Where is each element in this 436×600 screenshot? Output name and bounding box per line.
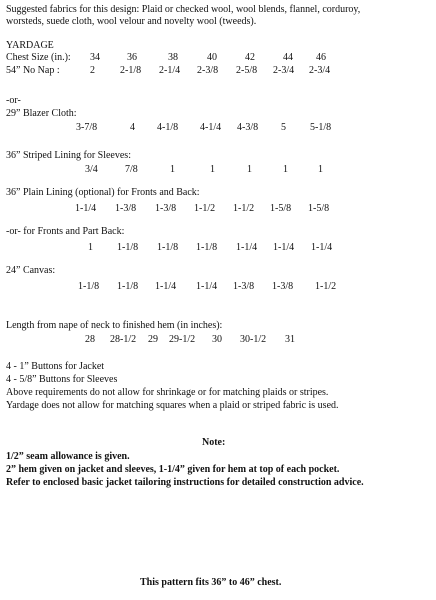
part-back-value: 1-1/8	[196, 242, 218, 253]
note-line: 2” hem given on jacket and sleeves, 1-1/4” given for hem at top of each pocket.	[6, 464, 340, 475]
canvas-value: 1-1/4	[196, 281, 218, 292]
intro-line-1: Suggested fabrics for this design: Plaid or checked wool, wool blends, flannel, corduroy,	[6, 4, 361, 15]
no-nap-row	[0, 65, 436, 77]
chest-size-34: 34	[90, 52, 100, 63]
or-label: -or-	[6, 95, 21, 106]
part-back-value: 1-1/8	[117, 242, 139, 253]
canvas-label: 24” Canvas:	[6, 265, 56, 276]
striped-lining-value: 1	[210, 164, 215, 175]
chest-size-36: 36	[127, 52, 137, 63]
striped-lining-value: 1	[283, 164, 288, 175]
length-value: 29	[148, 334, 158, 345]
no-nap-value: 2	[90, 65, 95, 76]
blazer-cloth-value: 5	[281, 122, 286, 133]
no-nap-value: 2-3/4	[309, 65, 331, 76]
plain-lining-value: 1-5/8	[308, 203, 330, 214]
striped-lining-value: 3/4	[85, 164, 98, 175]
no-nap-value: 2-3/4	[273, 65, 295, 76]
plain-lining-row	[0, 203, 436, 215]
striped-lining-value: 7/8	[125, 164, 138, 175]
notion-line: 4 - 1” Buttons for Jacket	[6, 361, 105, 372]
notion-line: Above requirements do not allow for shrinkage or for matching plaids or stripes.	[6, 387, 329, 398]
plain-lining-value: 1-3/8	[115, 203, 137, 214]
blazer-cloth-value: 4-3/8	[237, 122, 259, 133]
no-nap-value: 2-3/8	[197, 65, 219, 76]
length-value: 31	[285, 334, 295, 345]
length-value: 28	[85, 334, 95, 345]
note-line: Refer to enclosed basic jacket tailoring instructions for detailed construction advice.	[6, 477, 364, 488]
part-back-row	[0, 242, 436, 254]
length-value: 29-1/2	[169, 334, 196, 345]
blazer-cloth-label: 29” Blazer Cloth:	[6, 108, 77, 119]
plain-lining-value: 1-5/8	[270, 203, 292, 214]
blazer-cloth-value: 5-1/8	[310, 122, 332, 133]
canvas-value: 1-1/8	[78, 281, 100, 292]
blazer-cloth-value: 4-1/4	[200, 122, 222, 133]
pattern-fit-note: This pattern fits 36” to 46” chest.	[140, 577, 282, 588]
part-back-label: -or- for Fronts and Part Back:	[6, 226, 125, 237]
striped-lining-value: 1	[247, 164, 252, 175]
no-nap-value: 2-5/8	[236, 65, 258, 76]
length-label: Length from nape of neck to finished hem (in inches):	[6, 320, 223, 331]
length-value: 30	[212, 334, 222, 345]
notion-line: 4 - 5/8” Buttons for Sleeves	[6, 374, 118, 385]
chest-size-40: 40	[207, 52, 217, 63]
canvas-value: 1-3/8	[233, 281, 255, 292]
blazer-cloth-value: 4	[130, 122, 135, 133]
blazer-cloth-row	[0, 122, 436, 134]
part-back-value: 1-1/4	[273, 242, 295, 253]
chest-size-42: 42	[245, 52, 255, 63]
plain-lining-value: 1-1/4	[75, 203, 97, 214]
striped-lining-value: 1	[318, 164, 323, 175]
part-back-value: 1-1/8	[157, 242, 179, 253]
chest-size-row	[0, 52, 436, 64]
plain-lining-label: 36” Plain Lining (optional) for Fronts and Back:	[6, 187, 200, 198]
no-nap-label: 54” No Nap :	[6, 65, 60, 76]
part-back-value: 1	[88, 242, 93, 253]
canvas-value: 1-1/4	[155, 281, 177, 292]
no-nap-value: 2-1/4	[159, 65, 181, 76]
length-row	[0, 334, 436, 346]
striped-lining-value: 1	[170, 164, 175, 175]
part-back-value: 1-1/4	[311, 242, 333, 253]
part-back-value: 1-1/4	[236, 242, 258, 253]
intro-line-2: worsteds, suede cloth, wool velour and novelty wool (tweeds).	[6, 16, 257, 27]
blazer-cloth-value: 3-7/8	[76, 122, 98, 133]
blazer-cloth-value: 4-1/8	[157, 122, 179, 133]
canvas-value: 1-3/8	[272, 281, 294, 292]
striped-lining-label: 36” Striped Lining for Sleeves:	[6, 150, 131, 161]
note-line: 1/2” seam allowance is given.	[6, 451, 130, 462]
striped-lining-row	[0, 164, 436, 176]
length-value: 28-1/2	[110, 334, 137, 345]
chest-size-46: 46	[316, 52, 326, 63]
plain-lining-value: 1-3/8	[155, 203, 177, 214]
no-nap-value: 2-1/8	[120, 65, 142, 76]
length-value: 30-1/2	[240, 334, 267, 345]
notion-line: Yardage does not allow for matching squares when a plaid or striped fabric is used.	[6, 400, 339, 411]
note-title: Note:	[202, 437, 226, 448]
chest-size-44: 44	[283, 52, 293, 63]
plain-lining-value: 1-1/2	[233, 203, 255, 214]
yardage-heading: YARDAGE	[6, 40, 54, 51]
chest-size-label: Chest Size (in.):	[6, 52, 71, 63]
plain-lining-value: 1-1/2	[194, 203, 216, 214]
chest-size-38: 38	[168, 52, 178, 63]
canvas-value: 1-1/8	[117, 281, 139, 292]
canvas-row	[0, 281, 436, 293]
canvas-value: 1-1/2	[315, 281, 337, 292]
